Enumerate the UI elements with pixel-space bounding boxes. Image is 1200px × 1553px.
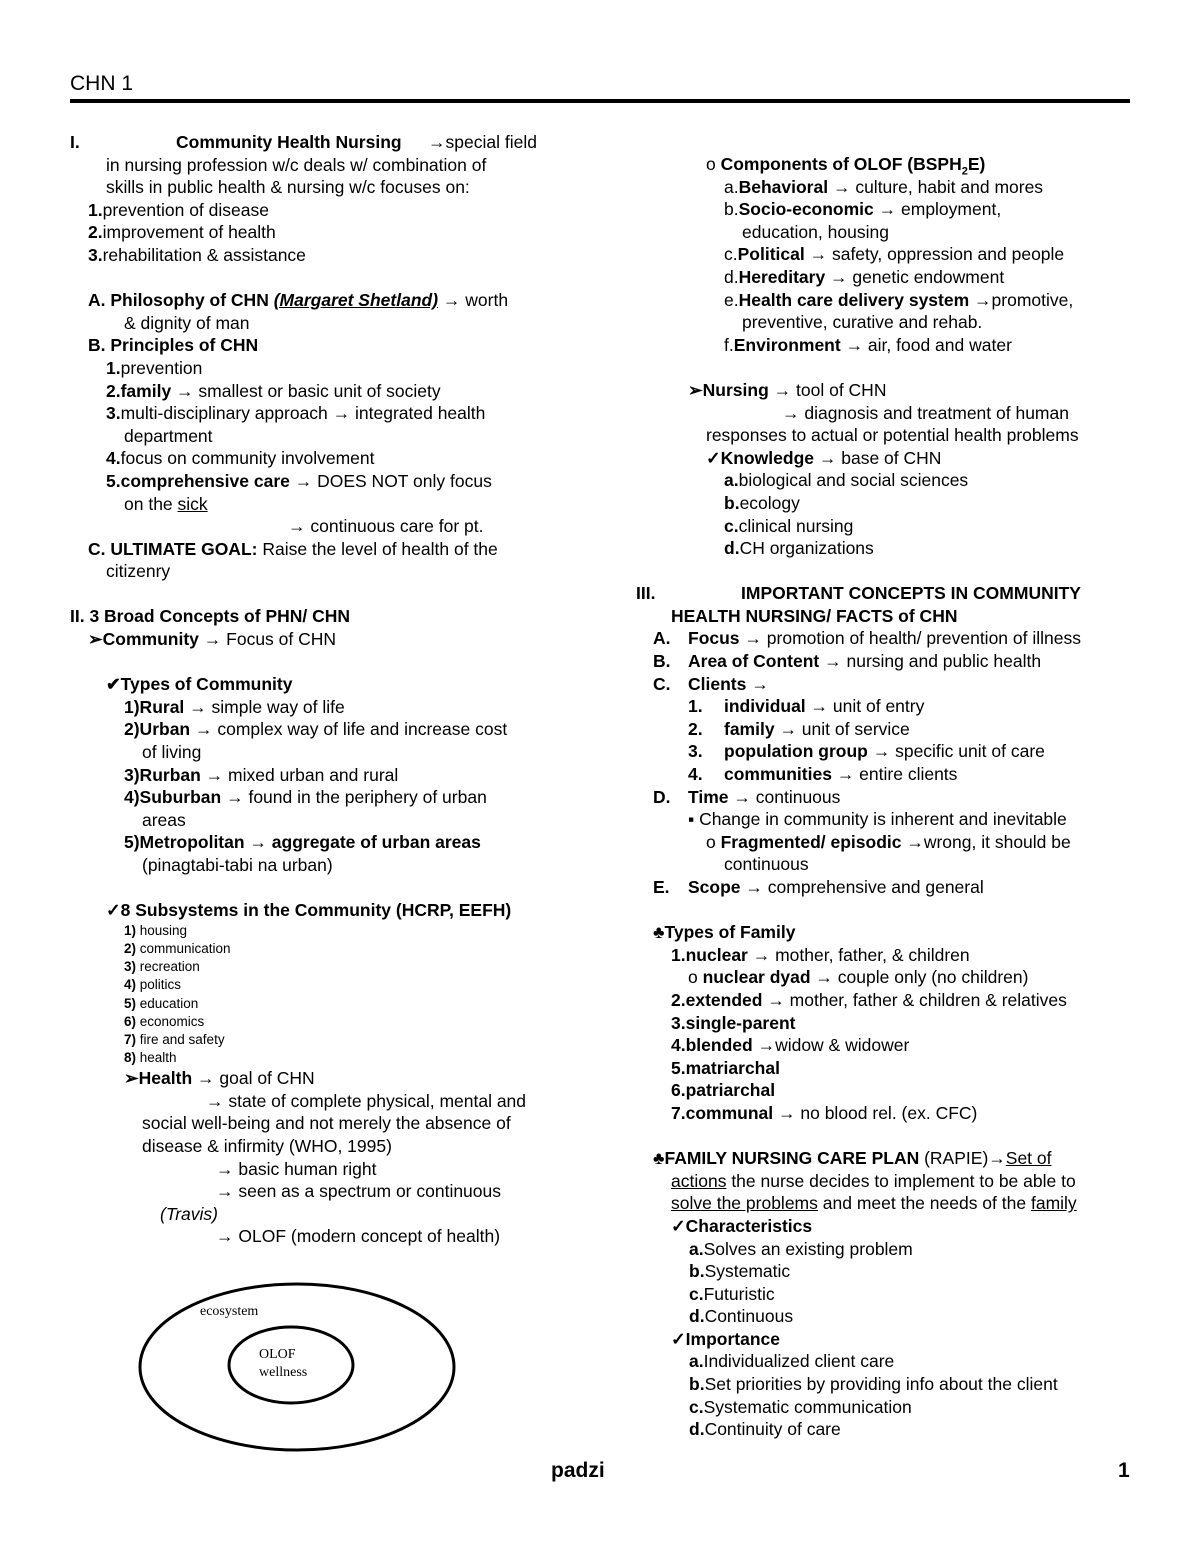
text-line: → state of complete physical, mental and xyxy=(206,1090,527,1111)
text-line: areas xyxy=(142,809,186,830)
list-term: communal xyxy=(685,1102,774,1123)
arrow: → xyxy=(988,1148,1006,1169)
list-text: prevention xyxy=(120,357,203,378)
list-term: communities xyxy=(724,764,832,785)
page-header-title: CHN 1 xyxy=(70,72,134,95)
list-term: Health care delivery system xyxy=(738,289,970,310)
section-iii-title xyxy=(636,582,1136,605)
spacer xyxy=(70,583,580,606)
olof-label: OLOF xyxy=(259,1347,296,1362)
list-item xyxy=(70,357,580,380)
list-item xyxy=(636,515,1136,538)
list-text: rehabilitation & assistance xyxy=(102,244,306,265)
text: → base of CHN xyxy=(814,447,942,468)
list-text: → employment, xyxy=(873,199,1002,220)
list-item xyxy=(636,831,1136,854)
list-text: → genetic endowment xyxy=(825,266,1005,287)
section-number: I. xyxy=(70,132,80,152)
list-text: Systematic xyxy=(704,1261,791,1282)
text-line: education, housing xyxy=(742,221,889,242)
list-item xyxy=(70,1013,580,1031)
list-term: matriarchal xyxy=(685,1057,780,1078)
heading-text: Components of OLOF (BSPH xyxy=(720,154,962,174)
list-item xyxy=(70,199,580,222)
list-letter: c. xyxy=(689,1283,704,1304)
list-item xyxy=(636,876,1136,899)
list-text: → culture, habit and mores xyxy=(828,176,1044,197)
bullet: o xyxy=(688,967,703,988)
list-number: 4. xyxy=(688,764,703,785)
list-item xyxy=(636,650,1136,673)
list-item xyxy=(636,537,1136,560)
list-item xyxy=(636,1260,1136,1283)
list-text: →promotive, xyxy=(969,289,1074,310)
list-item xyxy=(636,966,1136,989)
section-i-title xyxy=(70,131,580,154)
text-line: in nursing profession w/c deals w/ combination of xyxy=(106,154,487,175)
list-term: Socio-economic xyxy=(738,199,874,220)
list-number: 8) xyxy=(124,1050,137,1066)
list-item xyxy=(636,718,1136,741)
list-letter: b. xyxy=(724,199,739,220)
text-line: → continuous care for pt. xyxy=(288,516,484,537)
section-heading: IMPORTANT CONCEPTS IN COMMUNITY xyxy=(741,583,1081,604)
list-text: → found in the periphery of urban xyxy=(221,787,487,808)
list-item: 5)Metropolitan → aggregate of urban areas xyxy=(124,832,481,853)
list-term: 2)Urban xyxy=(124,719,191,740)
list-text: recreation xyxy=(136,959,200,975)
list-text: communication xyxy=(136,940,231,956)
list-term: comprehensive care xyxy=(120,470,290,491)
list-item xyxy=(70,447,580,470)
list-term: Hereditary xyxy=(738,266,826,287)
underlined-text: solve the problems xyxy=(671,1193,818,1214)
list-text: → air, food and water xyxy=(840,334,1012,355)
list-number: 2. xyxy=(671,989,686,1010)
list-text: prevention of disease xyxy=(102,199,269,220)
list-text: → comprehensive and general xyxy=(740,877,984,897)
list-text: ecology xyxy=(739,492,800,513)
list-letter: d. xyxy=(724,266,739,287)
text-line xyxy=(636,1192,1136,1215)
list-text: politics xyxy=(136,977,182,993)
importance-heading: ✓Importance xyxy=(671,1328,780,1349)
list-item xyxy=(636,763,1136,786)
list-item xyxy=(70,1049,580,1067)
term: ✓Knowledge xyxy=(706,447,814,468)
list-letter: D. xyxy=(653,786,671,807)
list-number: 5. xyxy=(671,1057,686,1078)
list-item xyxy=(70,976,580,994)
list-text: → mixed urban and rural xyxy=(200,764,399,785)
header-divider xyxy=(70,99,1130,103)
list-term: population group xyxy=(724,741,868,762)
list-item xyxy=(70,786,580,809)
list-item xyxy=(636,1418,1136,1441)
list-term: nuclear dyad → xyxy=(702,967,833,988)
list-text: → complex way of life and increase cost xyxy=(190,719,508,740)
types-of-community-heading: ✔Types of Community xyxy=(106,674,293,695)
list-number: 2. xyxy=(106,380,121,401)
goal-text: Raise the level of health of the xyxy=(257,538,498,559)
list-number: 3. xyxy=(688,741,703,762)
list-text: education xyxy=(136,995,199,1011)
list-term: Scope xyxy=(688,877,741,897)
section-ii-title: II. 3 Broad Concepts of PHN/ CHN xyxy=(70,606,351,627)
list-number: 4. xyxy=(106,448,121,469)
list-text: → no blood rel. (ex. CFC) xyxy=(773,1102,978,1123)
list-item xyxy=(70,402,580,425)
list-text: multi-disciplinary approach → integrated health xyxy=(120,403,486,424)
list-letter: a. xyxy=(689,1351,704,1372)
care-plan-line xyxy=(636,1147,1136,1170)
list-text: → mother, father, & children xyxy=(747,944,970,965)
list-number: 6) xyxy=(124,1013,137,1029)
section-heading: Community Health Nursing xyxy=(176,132,402,152)
text: → tool of CHN xyxy=(768,379,887,400)
text: on the xyxy=(124,493,178,514)
list-item xyxy=(70,718,580,741)
list-item xyxy=(636,1034,1136,1057)
term: ➢Health xyxy=(124,1068,193,1089)
subsystems-heading: ✓8 Subsystems in the Community (HCRP, EEFH) xyxy=(106,900,512,921)
text-line: preventive, curative and rehab. xyxy=(742,312,983,333)
list-number: 5) xyxy=(124,995,137,1011)
list-number: 5. xyxy=(106,470,121,491)
text: Focus of CHN xyxy=(226,629,337,650)
spacer xyxy=(636,356,1136,379)
characteristics-heading: ✓Characteristics xyxy=(671,1215,813,1236)
list-item xyxy=(636,266,1136,289)
spacer xyxy=(636,1125,1136,1148)
text-line: → OLOF (modern concept of health) xyxy=(216,1226,501,1247)
list-item xyxy=(70,696,580,719)
text-line: of living xyxy=(142,742,202,763)
list-letter: C. xyxy=(653,673,671,694)
spacer xyxy=(70,877,580,900)
olof-components-heading xyxy=(636,153,1136,176)
list-number: 1. xyxy=(688,696,703,717)
list-number: 2) xyxy=(124,940,137,956)
text-line: citizenry xyxy=(106,561,171,582)
text-line: (pinagtabi-tabi na urban) xyxy=(142,855,333,875)
list-text: Solves an existing problem xyxy=(703,1238,913,1259)
right-column xyxy=(636,153,1136,1441)
list-text: → DOES NOT only focus xyxy=(289,470,492,491)
footer-author: padzi xyxy=(551,1459,605,1482)
list-item xyxy=(636,1057,1136,1080)
list-term: Time xyxy=(688,786,729,807)
list-term: extended xyxy=(685,989,763,1010)
text-line xyxy=(70,493,580,516)
list-item xyxy=(636,289,1136,312)
list-text: →wrong, it should be xyxy=(901,831,1071,852)
underlined-text: sick xyxy=(177,493,208,514)
list-item xyxy=(636,1079,1136,1102)
list-number: 7. xyxy=(671,1102,686,1123)
list-text: improvement of health xyxy=(102,222,276,243)
text: and meet the needs of the xyxy=(817,1193,1031,1214)
list-text: Continuity of care xyxy=(704,1419,841,1440)
list-text: Individualized client care xyxy=(703,1351,895,1372)
list-item xyxy=(636,1350,1136,1373)
list-number: 4) xyxy=(124,977,137,993)
list-letter: A. xyxy=(653,628,671,649)
page-number: 1 xyxy=(1118,1459,1130,1482)
underlined-text: actions xyxy=(671,1170,727,1191)
list-item xyxy=(636,1102,1136,1125)
list-letter: b. xyxy=(724,492,740,513)
list-term: patriarchal xyxy=(685,1080,776,1101)
text: → worth xyxy=(438,290,509,311)
text-line: ▪ Change in community is inherent and inevitable xyxy=(688,809,1067,830)
list-item xyxy=(70,244,580,267)
text-line xyxy=(636,1170,1136,1193)
goal-heading: C. ULTIMATE GOAL: xyxy=(88,538,258,559)
list-text: economics xyxy=(136,1013,205,1029)
list-letter: a. xyxy=(689,1238,704,1259)
ecosystem-label: ecosystem xyxy=(200,1304,259,1319)
list-number: 1. xyxy=(88,199,103,220)
list-number: 3. xyxy=(88,244,103,265)
list-text: → specific unit of care xyxy=(867,741,1045,762)
principles-heading: B. Principles of CHN xyxy=(88,335,259,356)
list-text: → unit of service xyxy=(774,718,910,739)
list-text: CH organizations xyxy=(739,538,874,559)
list-text: clinical nursing xyxy=(738,515,854,536)
list-text: → entire clients xyxy=(831,764,958,785)
list-number: 2. xyxy=(688,718,703,739)
list-term: 1)Rural xyxy=(124,696,185,717)
list-item xyxy=(636,1305,1136,1328)
olof-ecosystem-diagram xyxy=(136,1280,466,1462)
list-letter: E. xyxy=(653,877,670,897)
text-line: responses to actual or potential health problems xyxy=(706,425,1079,446)
list-text: Set priorities by providing info about the client xyxy=(704,1374,1058,1395)
list-number: 1) xyxy=(124,922,137,938)
list-term: 4)Suburban xyxy=(124,787,222,808)
list-text: → nursing and public health xyxy=(819,651,1042,672)
list-term: Political xyxy=(737,244,805,265)
spacer xyxy=(636,560,1136,583)
list-letter: a. xyxy=(724,176,739,197)
list-term: Behavioral xyxy=(738,176,829,197)
list-item xyxy=(636,1012,1136,1035)
list-number: 1. xyxy=(671,944,686,965)
list-item xyxy=(70,221,580,244)
list-letter: e. xyxy=(724,289,739,310)
list-item xyxy=(636,243,1136,266)
list-text: → unit of entry xyxy=(805,696,925,717)
community-line xyxy=(70,628,580,651)
list-text: → continuous xyxy=(728,786,841,807)
list-item xyxy=(70,764,580,787)
section-desc: →special field xyxy=(428,132,537,152)
list-letter: b. xyxy=(689,1374,705,1395)
list-item xyxy=(636,1283,1136,1306)
list-item xyxy=(636,944,1136,967)
list-number: 7) xyxy=(124,1031,137,1047)
list-letter: a. xyxy=(724,470,739,491)
spacer xyxy=(70,651,580,674)
wellness-label: wellness xyxy=(259,1365,308,1380)
underlined-text: Set of xyxy=(1005,1148,1052,1169)
heading-text: A. Philosophy of CHN xyxy=(88,290,274,311)
list-item xyxy=(70,922,580,940)
list-term: Clients xyxy=(688,673,747,694)
heading-text-end: E) xyxy=(967,154,986,174)
list-letter: d. xyxy=(689,1419,705,1440)
list-letter: d. xyxy=(689,1306,705,1327)
list-term: individual xyxy=(724,696,806,717)
text-line: → diagnosis and treatment of human xyxy=(782,402,1069,423)
list-term: family xyxy=(120,380,172,401)
list-item xyxy=(636,1238,1136,1261)
list-term: Area of Content xyxy=(688,651,820,672)
list-item xyxy=(636,786,1136,809)
section-number: III. xyxy=(636,583,656,604)
list-letter: c. xyxy=(724,515,739,536)
nursing-line xyxy=(636,379,1136,402)
list-item xyxy=(636,334,1136,357)
list-text: Systematic communication xyxy=(703,1396,912,1417)
list-text: → xyxy=(746,673,769,694)
list-letter: c. xyxy=(689,1396,704,1417)
list-text: focus on community involvement xyxy=(120,448,375,469)
list-letter: c. xyxy=(724,244,738,265)
list-text: couple only (no children) xyxy=(832,967,1029,988)
list-text: biological and social sciences xyxy=(738,470,969,491)
text-line: & dignity of man xyxy=(124,312,250,333)
list-term: Fragmented/ episodic xyxy=(720,831,902,852)
list-text: → promotion of health/ prevention of illness xyxy=(739,628,1081,649)
health-line xyxy=(70,1067,580,1090)
text-line: HEALTH NURSING/ FACTS of CHN xyxy=(671,605,958,626)
spacer xyxy=(70,267,580,290)
heading-text: ♣FAMILY NURSING CARE PLAN xyxy=(653,1148,920,1169)
list-term: Environment xyxy=(733,334,841,355)
list-item xyxy=(70,958,580,976)
list-item xyxy=(636,1396,1136,1419)
text-line: (Travis) xyxy=(160,1203,218,1224)
list-number: 6. xyxy=(671,1080,686,1101)
term: ➢Nursing xyxy=(688,379,769,400)
list-item xyxy=(636,492,1136,515)
text: (RAPIE) xyxy=(919,1148,989,1169)
underlined-text: family xyxy=(1030,1193,1077,1214)
text-line: skills in public health & nursing w/c focuses on: xyxy=(106,177,470,198)
list-item xyxy=(70,1031,580,1049)
list-item xyxy=(636,627,1136,650)
list-text: Futuristic xyxy=(703,1283,775,1304)
list-term: family xyxy=(724,718,775,739)
list-item xyxy=(70,380,580,403)
text: → goal of CHN xyxy=(192,1068,315,1089)
knowledge-line xyxy=(636,447,1136,470)
subscript: 2 xyxy=(961,165,968,178)
list-item xyxy=(70,995,580,1013)
goal-line xyxy=(70,538,580,561)
list-item xyxy=(636,695,1136,718)
list-item xyxy=(636,1373,1136,1396)
list-term: nuclear xyxy=(685,944,748,965)
text: the nurse decides to implement to be able to xyxy=(726,1170,1076,1191)
text-line: disease & infirmity (WHO, 1995) xyxy=(142,1136,392,1157)
types-of-family-heading: ♣Types of Family xyxy=(653,922,796,943)
list-number: 1. xyxy=(106,357,121,378)
list-item xyxy=(636,198,1136,221)
author-name: (Margaret Shetland) xyxy=(273,290,439,311)
list-item xyxy=(636,673,1136,696)
list-number: 4. xyxy=(671,1035,686,1056)
text-line: → basic human right xyxy=(216,1158,377,1179)
list-item xyxy=(636,469,1136,492)
list-number: 3) xyxy=(124,959,137,975)
list-letter: B. xyxy=(653,651,671,672)
list-letter: f. xyxy=(724,334,734,355)
term: ➢Community → xyxy=(88,629,227,650)
list-text: health xyxy=(136,1050,177,1066)
list-text: →widow & widower xyxy=(752,1035,910,1056)
list-term: 3)Rurban xyxy=(124,764,201,785)
list-number: 3. xyxy=(106,403,121,424)
list-term: blended xyxy=(685,1035,753,1056)
list-term: Focus xyxy=(688,628,740,649)
bullet: o xyxy=(706,831,721,852)
list-item xyxy=(70,470,580,493)
spacer xyxy=(636,899,1136,922)
list-number: 3. xyxy=(671,1012,686,1033)
list-item xyxy=(636,740,1136,763)
list-text: housing xyxy=(136,922,188,938)
list-item xyxy=(636,989,1136,1012)
text-line: social well-being and not merely the absence of xyxy=(142,1113,511,1134)
list-letter: d. xyxy=(724,538,740,559)
list-item xyxy=(636,176,1136,199)
list-item xyxy=(70,940,580,958)
list-text: → smallest or basic unit of society xyxy=(171,380,441,401)
text-line: → seen as a spectrum or continuous xyxy=(216,1181,502,1202)
list-text: → simple way of life xyxy=(184,696,345,717)
list-text: → mother, father & children & relatives xyxy=(762,989,1067,1010)
left-column xyxy=(70,131,580,1248)
list-text: Continuous xyxy=(704,1306,794,1327)
text-line: department xyxy=(124,425,213,446)
list-text: → safety, oppression and people xyxy=(804,244,1065,265)
list-term: single-parent xyxy=(685,1012,796,1033)
list-letter: b. xyxy=(689,1261,705,1282)
bullet: o xyxy=(706,154,721,174)
list-number: 2. xyxy=(88,222,103,243)
philosophy-line xyxy=(70,289,580,312)
list-text: fire and safety xyxy=(136,1031,225,1047)
text-line: continuous xyxy=(724,854,809,875)
